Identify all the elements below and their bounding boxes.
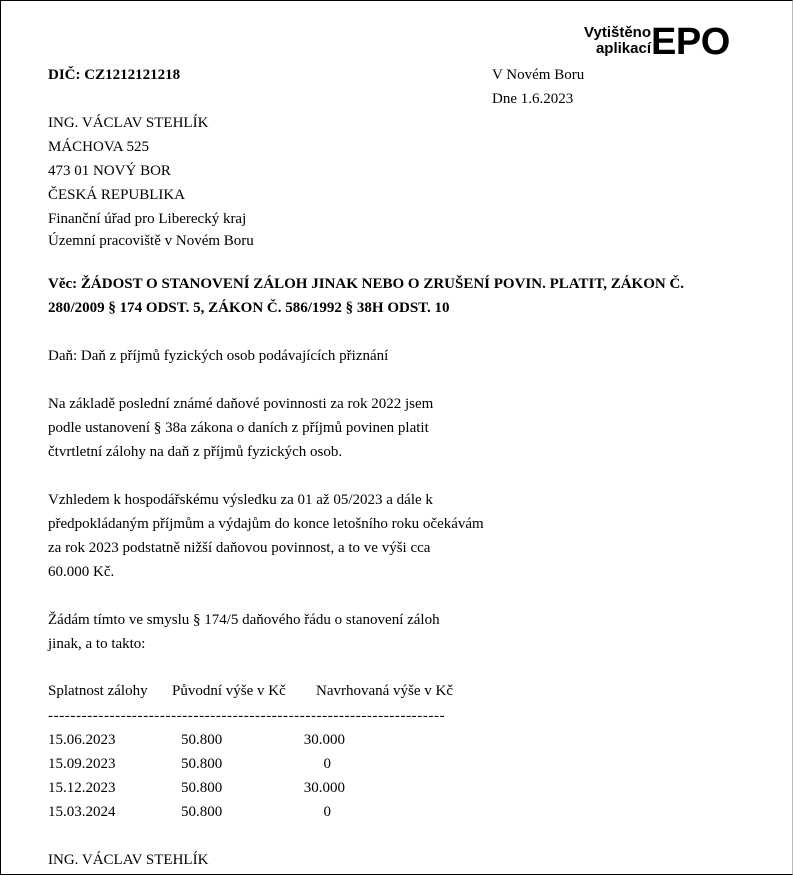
table-cell-original: 50.800 — [181, 804, 223, 820]
paragraph-2-line: 60.000 Kč. — [48, 564, 115, 580]
paragraph-2-line: předpokládaným příjmům a výdajům do konce letošního roku očekávám — [48, 516, 484, 532]
table-cell-original: 50.800 — [181, 732, 223, 748]
paragraph-3-line: jinak, a to takto: — [48, 636, 146, 652]
logo-brand: EPO — [651, 21, 730, 63]
table-cell-date: 15.06.2023 — [48, 732, 116, 748]
subject-line-2: 280/2009 § 174 ODST. 5, ZÁKON Č. 586/1992 § 38H ODST. 10 — [48, 300, 450, 316]
tax-id: DIČ: CZ1212121218 — [48, 67, 181, 83]
paragraph-1-line: podle ustanovení § 38a zákona o daních z příjmů povinen platit — [48, 420, 429, 436]
table-cell-date: 15.12.2023 — [48, 780, 116, 796]
date: Dne 1.6.2023 — [492, 91, 574, 107]
address-name: ING. VÁCLAV STEHLÍK — [48, 115, 209, 131]
table-cell-date: 15.03.2024 — [48, 804, 116, 820]
table-cell-original: 50.800 — [181, 756, 223, 772]
address-country: ČESKÁ REPUBLIKA — [48, 187, 186, 203]
table-cell-proposed: 0 — [323, 756, 331, 772]
signature-name: ING. VÁCLAV STEHLÍK — [48, 852, 209, 868]
paragraph-2-line: za rok 2023 podstatně nižší daňovou povinnost, a to ve výši cca — [48, 540, 431, 556]
logo-line2: aplikací — [595, 40, 651, 57]
paragraph-1-line: Na základě poslední známé daňové povinnosti za rok 2022 jsem — [48, 396, 434, 412]
table-cell-proposed: 0 — [323, 804, 331, 820]
table-cell-date: 15.09.2023 — [48, 756, 116, 772]
office-branch: Územní pracoviště v Novém Boru — [48, 233, 254, 249]
table-header-proposed: Navrhovaná výše v Kč — [316, 683, 454, 699]
table-separator: ----------------------------------------------------------------------- — [48, 708, 446, 724]
logo-caption — [567, 25, 651, 57]
table-cell-original: 50.800 — [181, 780, 223, 796]
table-header-due-date: Splatnost zálohy — [48, 683, 148, 699]
tax-type: Daň: Daň z příjmů fyzických osob podávajících přiznání — [48, 348, 389, 364]
logo-line1: Vytištěno — [584, 24, 651, 41]
place: V Novém Boru — [492, 67, 585, 83]
table-cell-proposed: 30.000 — [303, 732, 345, 748]
subject-line-1: Věc: ŽÁDOST O STANOVENÍ ZÁLOH JINAK NEBO O ZRUŠENÍ POVIN. PLATIT, ZÁKON Č. — [48, 276, 685, 292]
table-cell-proposed: 30.000 — [303, 780, 345, 796]
paragraph-2-line: Vzhledem k hospodářskému výsledku za 01 až 05/2023 a dále k — [48, 492, 433, 508]
paragraph-1-line: čtvrtletní zálohy na daň z příjmů fyzických osob. — [48, 444, 343, 460]
office-name: Finanční úřad pro Liberecký kraj — [48, 211, 247, 227]
address-street: MÁCHOVA 525 — [48, 139, 149, 155]
address-city: 473 01 NOVÝ BOR — [48, 163, 171, 179]
table-header-original: Původní výše v Kč — [172, 683, 286, 699]
paragraph-3-line: Žádám tímto ve smyslu § 174/5 daňového řádu o stanovení záloh — [48, 612, 440, 628]
